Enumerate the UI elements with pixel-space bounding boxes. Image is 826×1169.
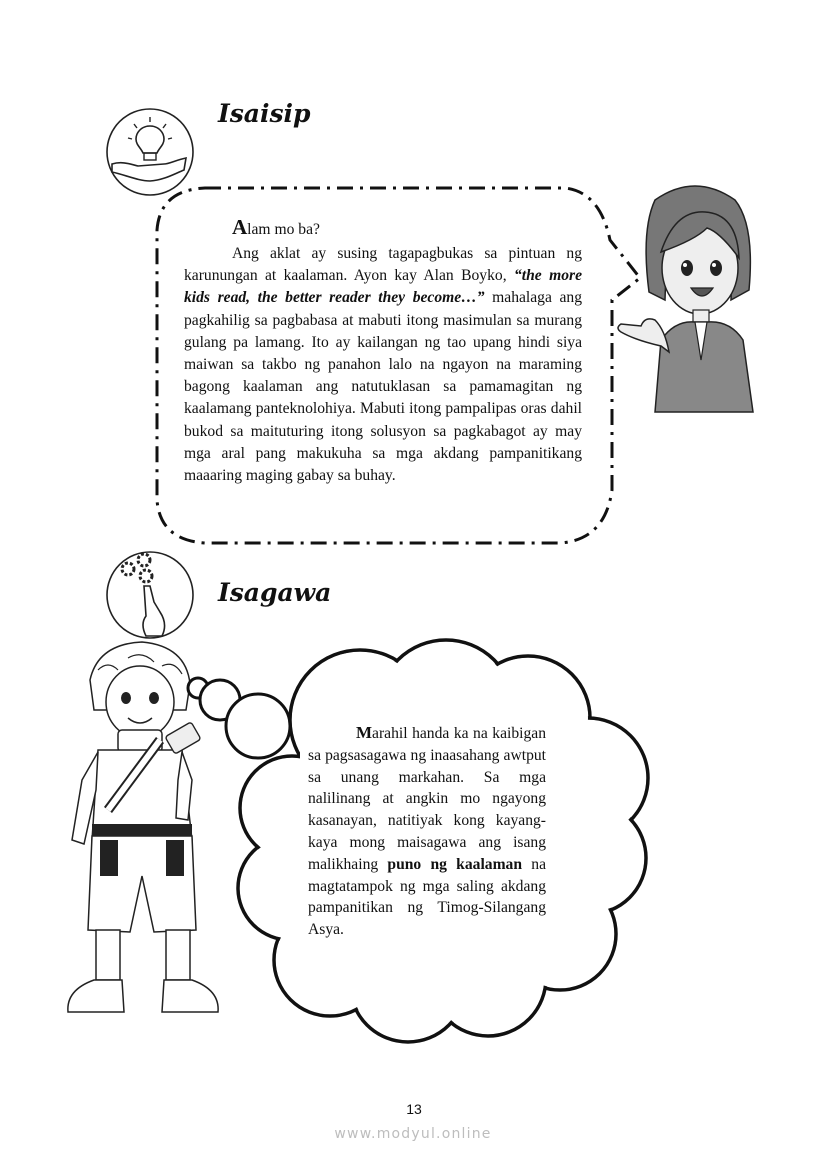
isaisip-heading: Isaisip bbox=[218, 99, 311, 128]
para-start: Ang aklat ay susing tagapagbukas sa pintuan ng karunungan at kaalaman. Ayon kay Alan Boyko, bbox=[184, 245, 582, 285]
para-end: mahalaga ang pagkahilig sa pagbabasa at mabuti itong masimulan sa murang gulang pa lamang. Ito ay kailangan ng tao upang hindi siya maiwan sa takbo ng panahon lalo na ngayon na maraming bagong kaalaman ang natutuklasan sa pamamagitan ng kaalamang panteknolohiya. Mabuti itong pampalipas oras dahil bukod sa maituturing itong solusyon sa pagkabagot ay may mga aral pang makukuha sa mga akdang pampanitikang maaaring maging gabay sa buhay. bbox=[184, 289, 582, 485]
boyko-quote: “the more kids read, the better reader they become…” bbox=[184, 267, 583, 307]
puno-ng-kaalaman: puno ng kaalaman bbox=[387, 855, 523, 873]
isagawa-text-2: na magtatampok ng mga saling akdang pampanitikan ng Timog-Silangang Asya. bbox=[308, 855, 546, 939]
drop-cap-m: M bbox=[356, 723, 373, 742]
intro-text: lam mo ba? bbox=[247, 221, 320, 238]
isagawa-heading: Isagawa bbox=[218, 578, 332, 607]
isagawa-paragraph bbox=[308, 722, 546, 941]
drop-cap-a: A bbox=[232, 215, 248, 239]
page-number: 13 bbox=[406, 1101, 422, 1117]
isagawa-text-1: arahil handa ka na kaibigan sa pagsasagawa ng inaasahang awtput sa unang markahan. Sa mga nalilinang at angkin mo ngayong kasanayan, natitiyak kong kayang-kaya mong maisagawa ang isang malikhaing bbox=[308, 725, 546, 873]
watermark: www.modyul.online bbox=[334, 1126, 492, 1142]
